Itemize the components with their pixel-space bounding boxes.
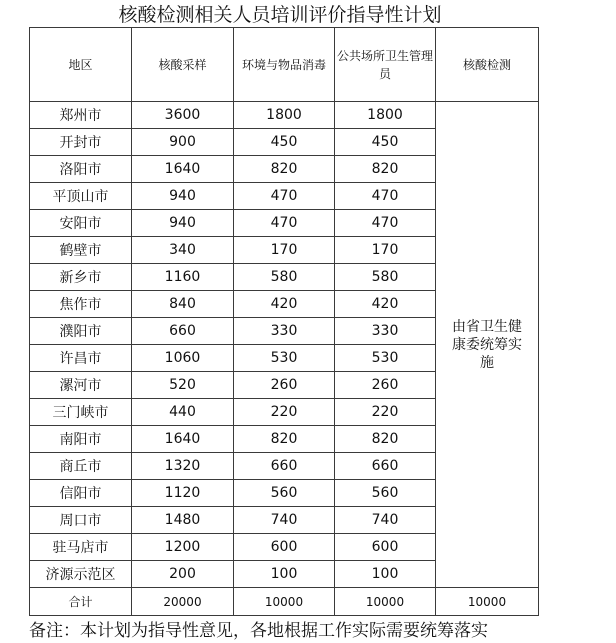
cell-disinfection: 170: [234, 237, 335, 264]
cell-disinfection: 220: [234, 399, 335, 426]
cell-region: 济源示范区: [30, 561, 132, 588]
cell-sampling: 1480: [132, 507, 234, 534]
cell-sampling: 1160: [132, 264, 234, 291]
cell-region: 周口市: [30, 507, 132, 534]
cell-region: 信阳市: [30, 480, 132, 507]
cell-sampling: 200: [132, 561, 234, 588]
cell-disinfection: 260: [234, 372, 335, 399]
cell-disinfection: 580: [234, 264, 335, 291]
cell-region: 南阳市: [30, 426, 132, 453]
total-value: 20000: [132, 588, 234, 616]
cell-disinfection: 1800: [234, 102, 335, 129]
cell-disinfection: 100: [234, 561, 335, 588]
cell-region: 濮阳市: [30, 318, 132, 345]
cell-sampling: 3600: [132, 102, 234, 129]
cell-disinfection: 600: [234, 534, 335, 561]
table-row: [30, 102, 539, 129]
cell-disinfection: 450: [234, 129, 335, 156]
cell-region: 三门峡市: [30, 399, 132, 426]
cell-sampling: 660: [132, 318, 234, 345]
cell-sampling: 1060: [132, 345, 234, 372]
cell-sampling: 940: [132, 210, 234, 237]
cell-region: 驻马店市: [30, 534, 132, 561]
cell-sampling: 340: [132, 237, 234, 264]
cell-sampling: 840: [132, 291, 234, 318]
cell-public-hygiene: 470: [335, 210, 436, 237]
cell-region: 漯河市: [30, 372, 132, 399]
cell-public-hygiene: 530: [335, 345, 436, 372]
cell-public-hygiene: 470: [335, 183, 436, 210]
cell-public-hygiene: 560: [335, 480, 436, 507]
cell-public-hygiene: 100: [335, 561, 436, 588]
cell-region: 开封市: [30, 129, 132, 156]
cell-sampling: 1320: [132, 453, 234, 480]
header-disinfection: 环境与物品消毒: [234, 28, 335, 102]
cell-disinfection: 330: [234, 318, 335, 345]
cell-disinfection: 560: [234, 480, 335, 507]
cell-region: 鹤壁市: [30, 237, 132, 264]
header-region: 地区: [30, 28, 132, 102]
cell-sampling: 1200: [132, 534, 234, 561]
cell-region: 郑州市: [30, 102, 132, 129]
cell-public-hygiene: 820: [335, 426, 436, 453]
cell-sampling: 1640: [132, 156, 234, 183]
cell-sampling: 520: [132, 372, 234, 399]
header-testing: 核酸检测: [436, 28, 539, 102]
cell-disinfection: 530: [234, 345, 335, 372]
cell-disinfection: 660: [234, 453, 335, 480]
cell-sampling: 1640: [132, 426, 234, 453]
cell-disinfection: 470: [234, 210, 335, 237]
cell-public-hygiene: 220: [335, 399, 436, 426]
cell-region: 焦作市: [30, 291, 132, 318]
cell-sampling: 1120: [132, 480, 234, 507]
total-row: [30, 588, 539, 616]
cell-region: 许昌市: [30, 345, 132, 372]
cell-sampling: 440: [132, 399, 234, 426]
cell-public-hygiene: 260: [335, 372, 436, 399]
table-header-row: [30, 28, 539, 102]
cell-public-hygiene: 420: [335, 291, 436, 318]
header-public-hygiene: 公共场所卫生管理员: [335, 28, 436, 102]
cell-sampling: 940: [132, 183, 234, 210]
cell-public-hygiene: 1800: [335, 102, 436, 129]
cell-region: 商丘市: [30, 453, 132, 480]
cell-disinfection: 740: [234, 507, 335, 534]
cell-disinfection: 820: [234, 156, 335, 183]
table-body: [30, 102, 539, 616]
cell-public-hygiene: 580: [335, 264, 436, 291]
cell-public-hygiene: 820: [335, 156, 436, 183]
cell-public-hygiene: 450: [335, 129, 436, 156]
cell-region: 安阳市: [30, 210, 132, 237]
cell-disinfection: 820: [234, 426, 335, 453]
cell-public-hygiene: 660: [335, 453, 436, 480]
training-plan-table: [29, 27, 539, 616]
cell-sampling: 900: [132, 129, 234, 156]
page-title: 核酸检测相关人员培训评价指导性计划: [118, 4, 442, 26]
total-label: 合计: [30, 588, 132, 616]
cell-public-hygiene: 170: [335, 237, 436, 264]
cell-disinfection: 470: [234, 183, 335, 210]
cell-public-hygiene: 330: [335, 318, 436, 345]
cell-region: 新乡市: [30, 264, 132, 291]
cell-testing-merged: 由省卫生健康委统筹实施: [436, 102, 539, 588]
total-value: 10000: [234, 588, 335, 616]
total-value: 10000: [335, 588, 436, 616]
header-sampling: 核酸采样: [132, 28, 234, 102]
footnote: 备注：本计划为指导性意见，各地根据工作实际需要统筹落实: [29, 621, 488, 641]
cell-region: 洛阳市: [30, 156, 132, 183]
total-value: 10000: [436, 588, 539, 616]
cell-region: 平顶山市: [30, 183, 132, 210]
cell-public-hygiene: 600: [335, 534, 436, 561]
cell-public-hygiene: 740: [335, 507, 436, 534]
cell-disinfection: 420: [234, 291, 335, 318]
